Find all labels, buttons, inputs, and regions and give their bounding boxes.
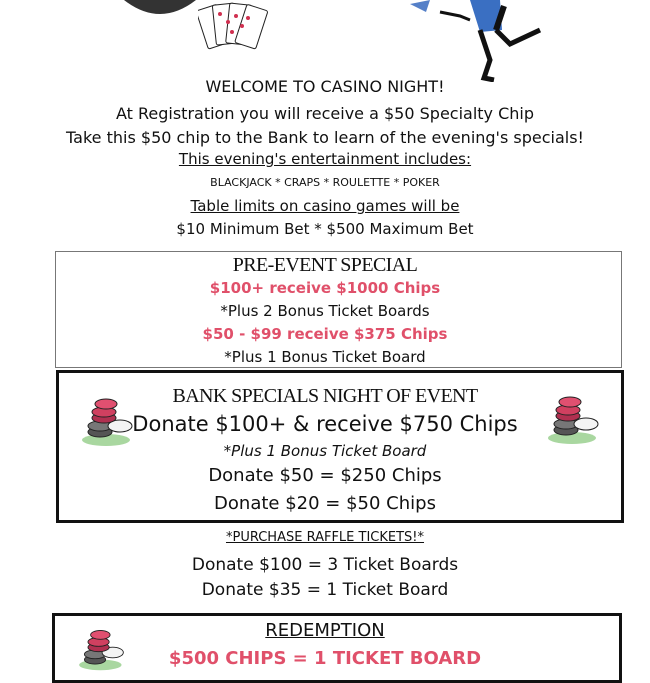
pre-event-title: PRE-EVENT SPECIAL <box>232 254 418 276</box>
pre-event-offer-2: $50 - $99 receive $375 Chips <box>202 325 448 343</box>
redemption-rate: $500 CHIPS = 1 TICKET BOARD <box>168 648 482 669</box>
games-list: BLACKJACK * CRAPS * ROULETTE * POKER <box>210 176 440 189</box>
playing-cards-illustration <box>198 0 268 62</box>
pre-event-bonus-1: *Plus 2 Bonus Ticket Boards <box>220 302 430 320</box>
bank-specials-offer-3: Donate $20 = $50 Chips <box>214 493 436 514</box>
limits-heading: Table limits on casino games will be <box>190 197 460 215</box>
registration-text: At Registration you will receive a $50 Specialty Chip <box>115 104 535 123</box>
hat-illustration <box>120 0 200 20</box>
bank-specials-offer-1: Donate $100+ & receive $750 Chips <box>132 412 518 436</box>
redemption-title: REDEMPTION <box>265 620 385 641</box>
limits-text: $10 Minimum Bet * $500 Maximum Bet <box>176 220 474 238</box>
raffle-heading: *PURCHASE RAFFLE TICKETS!* <box>225 530 425 545</box>
entertainment-heading: This evening's entertainment includes: <box>178 150 472 168</box>
bank-text: Take this $50 chip to the Bank to learn of the evening's specials! <box>66 128 584 147</box>
pre-event-offer-1: $100+ receive $1000 Chips <box>209 279 441 297</box>
welcome-heading: WELCOME TO CASINO NIGHT! <box>205 77 445 96</box>
pre-event-bonus-2: *Plus 1 Bonus Ticket Board <box>224 348 426 366</box>
dancer-illustration <box>400 0 550 82</box>
bank-specials-offer-2: Donate $50 = $250 Chips <box>208 465 442 486</box>
bank-specials-title: BANK SPECIALS NIGHT OF EVENT <box>172 385 478 407</box>
raffle-offer-1: Donate $100 = 3 Ticket Boards <box>191 555 459 575</box>
bank-specials-bonus: *Plus 1 Bonus Ticket Board <box>223 442 427 460</box>
raffle-offer-2: Donate $35 = 1 Ticket Board <box>201 580 449 600</box>
